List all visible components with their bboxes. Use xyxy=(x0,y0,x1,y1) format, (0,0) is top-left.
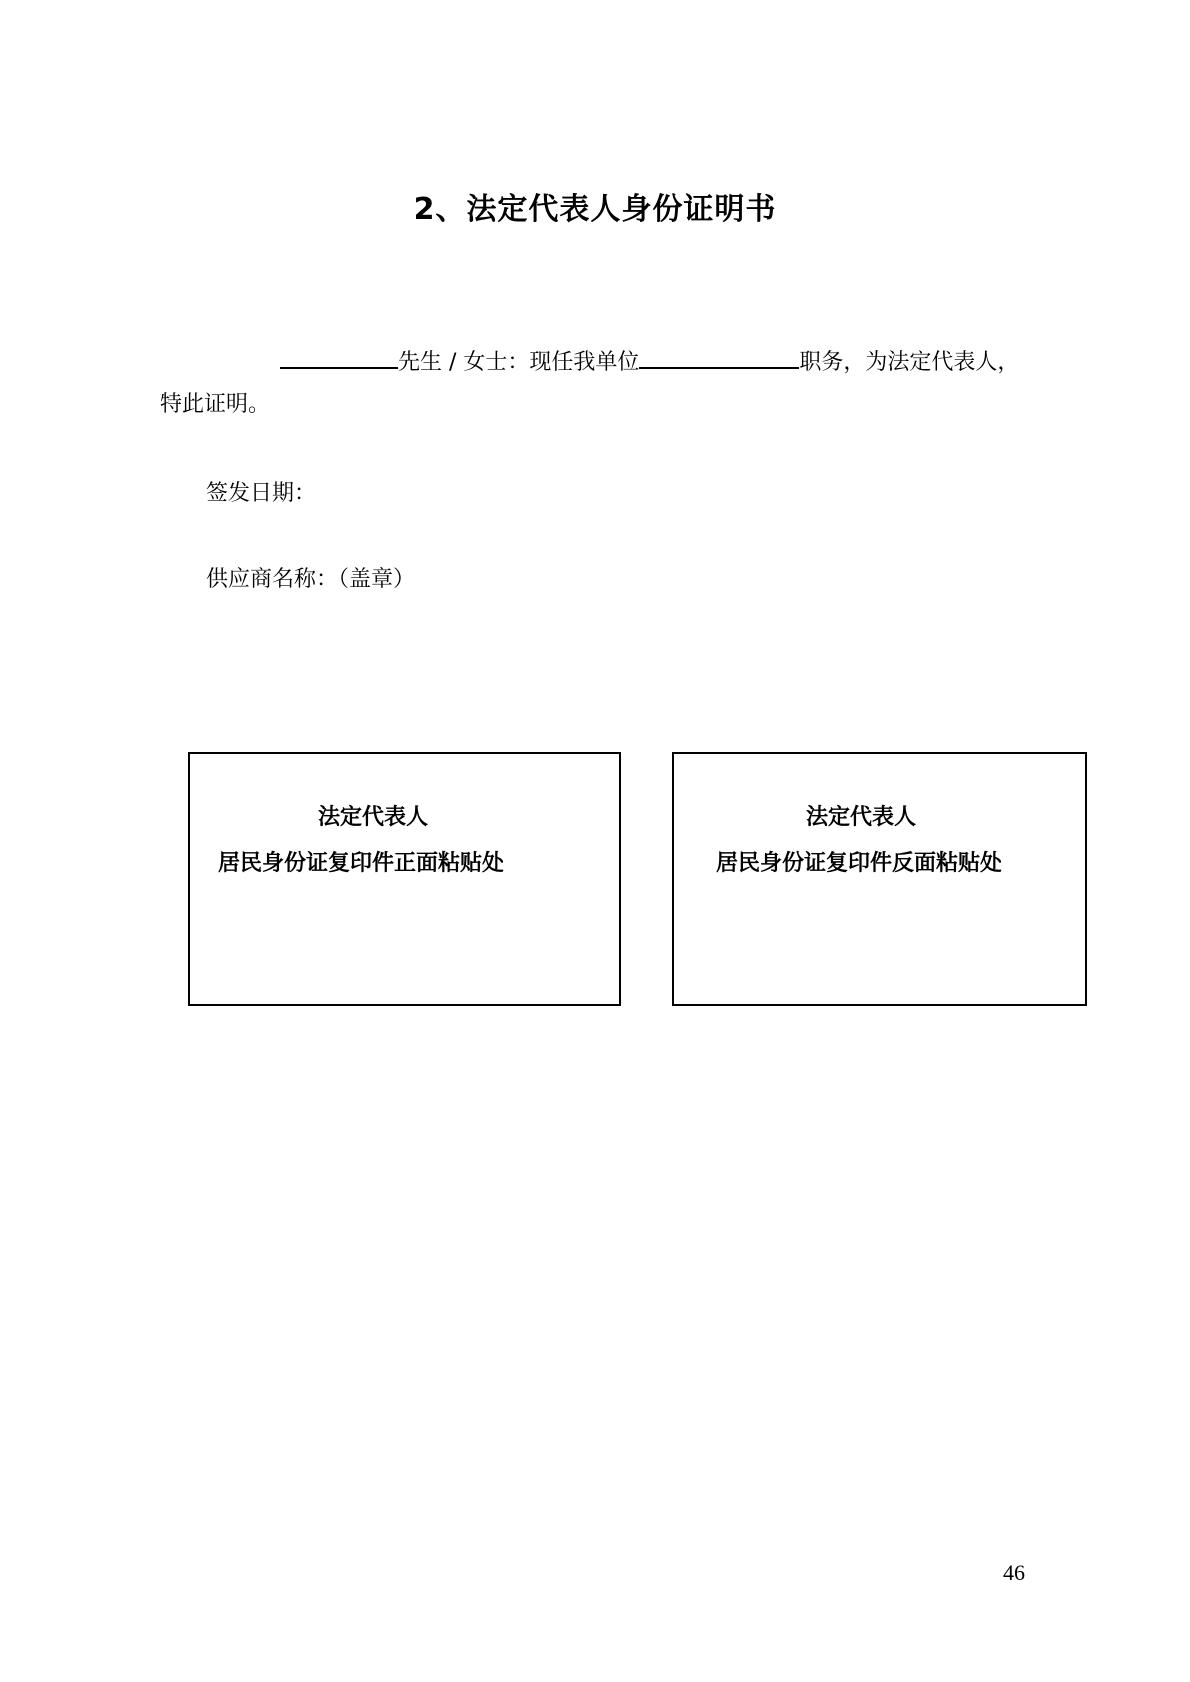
page-number: 46 xyxy=(1003,1560,1025,1585)
id-front-box-line-2: 居民身份证复印件正面粘贴处 xyxy=(218,851,505,876)
id-back-box-line-1: 法定代表人 xyxy=(806,805,917,830)
statement-line-1 xyxy=(280,343,1019,378)
position-blank-field[interactable] xyxy=(639,343,799,369)
statement-part-1: 先生 / 女士：现任我单位 xyxy=(398,350,640,375)
page-title: 2、法定代表人身份证明书 xyxy=(413,192,777,227)
issue-date-label: 签发日期： xyxy=(206,481,317,506)
statement-line-2: 特此证明。 xyxy=(160,392,271,417)
supplier-name-label: 供应商名称：（盖章） xyxy=(206,567,416,592)
name-blank-field[interactable] xyxy=(280,343,398,369)
statement-part-2: 职务，为法定代表人， xyxy=(799,350,1020,375)
id-back-paste-box xyxy=(672,752,1087,1006)
id-back-box-line-2: 居民身份证复印件反面粘贴处 xyxy=(716,851,1003,876)
id-front-box-line-1: 法定代表人 xyxy=(318,805,429,830)
id-front-paste-box xyxy=(188,752,621,1006)
